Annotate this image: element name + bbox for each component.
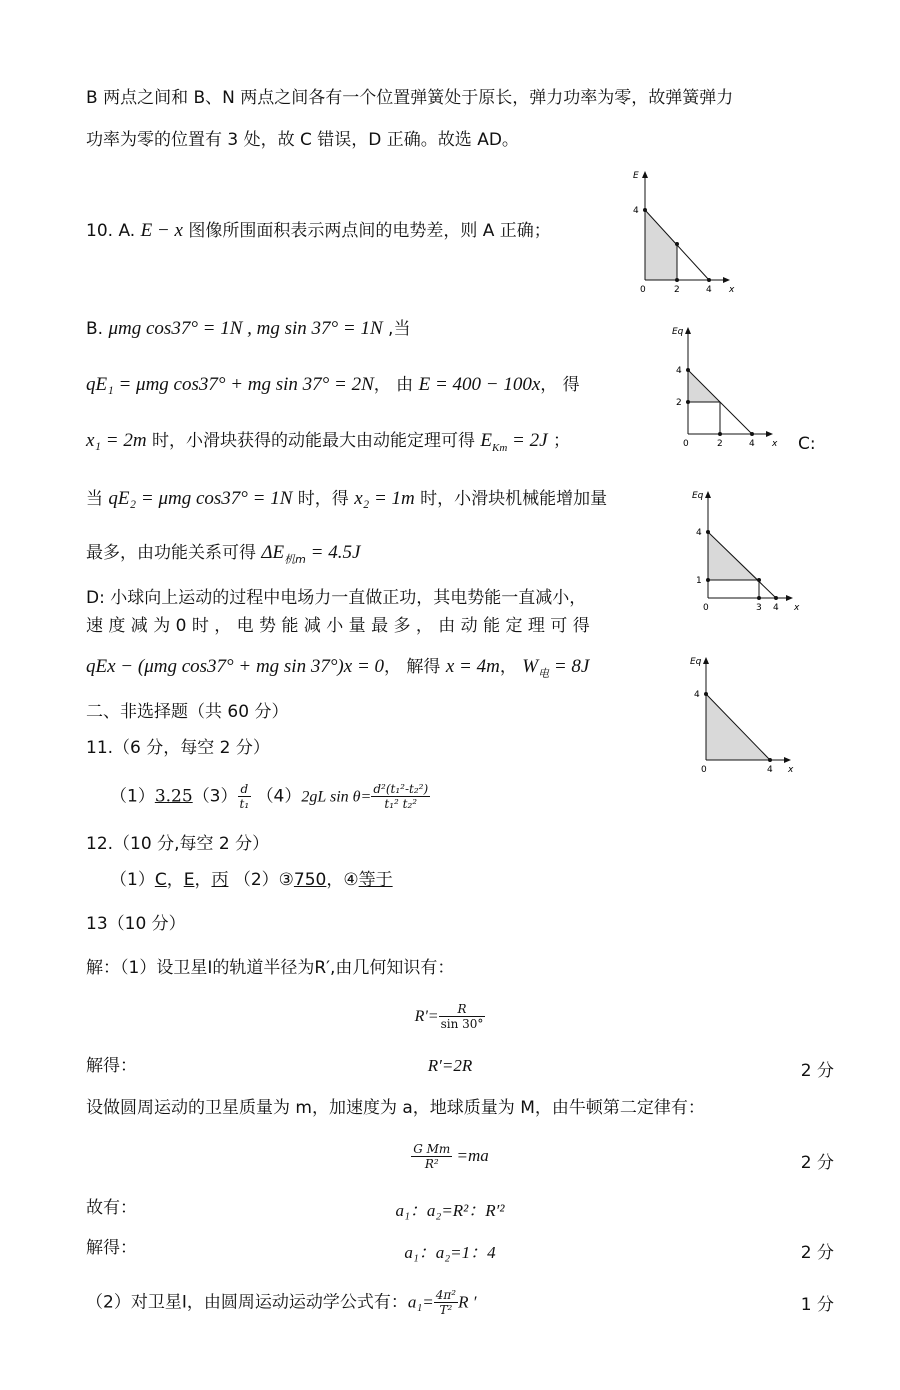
- q11-a4-label: （4）: [256, 786, 302, 807]
- graph3-y4: 4: [696, 528, 702, 538]
- q13-eq2: R′=2R: [427, 1056, 473, 1075]
- graph3-point-e: [774, 596, 778, 600]
- graph2-point-d: [750, 432, 754, 436]
- q12-a2-label: （2）③: [228, 870, 294, 890]
- q13-eq3: $\frac{\text{G Mm}}{\text{R²}}$ =ma: [413, 1142, 489, 1171]
- graph3-origin: 0: [703, 603, 709, 613]
- graph3-y1: 1: [696, 576, 702, 586]
- q13-line1: 解：（1）设卫星I的轨道半径为R′,由几何知识有：: [86, 958, 455, 978]
- item-10d-line3: [86, 656, 589, 680]
- graph-eq-x-4: [686, 652, 816, 782]
- eq-qE1: qE₁ = μmg cos37° + mg sin 37° = 2N: [86, 374, 374, 395]
- q12-a1-label: （1）: [110, 870, 155, 890]
- q13-eq1: R'= $\frac{R}{\sin 30^\circ}$: [414, 1002, 484, 1031]
- graph3-ylabel: Eq: [692, 491, 704, 501]
- graph3-point-c: [757, 578, 761, 582]
- item-10a-text: 图像所围面积表示两点间的电势差，则 A 正确；: [182, 221, 551, 241]
- eq-x2: x₂ = 1m: [354, 488, 415, 509]
- item-10b: [86, 318, 410, 341]
- q13-score-1: 2 分: [800, 1061, 834, 1081]
- q13-title: 13（10 分）: [86, 914, 186, 934]
- graph1-point-d: [707, 278, 711, 282]
- eq-work: qEx − (μmg cos37° + mg sin 37°)x = 0: [86, 656, 385, 677]
- graph2-point-b: [686, 400, 690, 404]
- graph3-point-b: [706, 578, 710, 582]
- graph4-ylabel: Eq: [690, 657, 702, 667]
- graph4-y-arrow: [703, 657, 709, 664]
- item-10b-prefix: B.: [86, 319, 109, 339]
- graph-eq-x-3: [688, 486, 818, 616]
- item-10c-line1: [86, 488, 607, 511]
- q12-ans-c: C: [154, 870, 167, 890]
- q11-a3-label: （3）: [192, 786, 238, 807]
- item-10b-math: μmg cos37° = 1N , mg sin 37° = 1N: [108, 318, 383, 339]
- graph4-xlabel: x: [788, 765, 794, 775]
- q11-a1-value: 3.25: [154, 786, 193, 807]
- text-zuiduo: 最多，由功能关系可得: [86, 543, 262, 563]
- graph1-x-arrow: [723, 277, 730, 283]
- graph1-y4: 4: [633, 206, 639, 216]
- graph1-origin: 0: [640, 285, 646, 295]
- graph1-x2: 2: [674, 285, 680, 295]
- q11-title: 11.（6 分，每空 2 分）: [86, 738, 270, 758]
- q12-sep2: ，: [194, 870, 212, 890]
- q12-title: 12.（10 分,每空 2 分）: [86, 834, 270, 854]
- eq-x4: x = 4m: [445, 656, 500, 677]
- graph2-ylabel: Eq: [672, 327, 684, 337]
- label-c: C:: [798, 434, 816, 454]
- q11-answers: [110, 782, 430, 812]
- item-10a-prefix: 10. A.: [86, 221, 141, 241]
- q12-answers: [110, 870, 393, 890]
- graph1-point-a: [643, 208, 647, 212]
- text-line-2: 功率为零的位置有 3 处，故 C 错误，D 正确。故选 AD。: [86, 130, 519, 150]
- graph1-y-arrow: [642, 171, 648, 178]
- q13-score-3: 2 分: [800, 1243, 834, 1263]
- q11-a4-math: 2gL sin θ=: [301, 788, 372, 806]
- graph4-y4: 4: [694, 690, 700, 700]
- eq-ekm: $E_{Km} = 2J$: [480, 430, 548, 454]
- graph3-point-d: [757, 596, 761, 600]
- q12-ans-e: E: [183, 870, 195, 890]
- q13-score-4: 1 分: [800, 1295, 834, 1315]
- graph2-point-a: [686, 368, 690, 372]
- q13-jiede-2: 解得：: [86, 1238, 137, 1258]
- text-comma: ，: [499, 657, 523, 677]
- graph3-x4: 4: [773, 603, 779, 613]
- graph3-point-a: [706, 530, 710, 534]
- graph3-x3: 3: [756, 603, 762, 613]
- q13-jiede-1: 解得：: [86, 1056, 137, 1076]
- graph2-origin: 0: [683, 439, 689, 449]
- graph2-point-c: [718, 432, 722, 436]
- graph1-x4: 4: [706, 285, 712, 295]
- text-shi-de: 时，得: [292, 489, 355, 509]
- item-10d-line1: D: 小球向上运动的过程中电场力一直做正功，其电势能一直减小，: [86, 588, 587, 608]
- graph1-shaded-area: [645, 210, 677, 280]
- q11-a3-frac: $\frac{d}{\text{t₁}}$: [239, 782, 250, 812]
- text-line-1: B 两点之间和 B、N 两点之间各有一个位置弹簧处于原长，弹力功率为零，故弹簧弹力: [86, 88, 734, 108]
- graph-e-x: [625, 168, 755, 298]
- graph4-point-b: [768, 758, 772, 762]
- item-10a-math: E − x: [140, 220, 183, 241]
- q13-score-2: 2 分: [800, 1153, 834, 1173]
- graph2-x2: 2: [717, 439, 723, 449]
- graph2-x-arrow: [766, 431, 773, 437]
- text-jiede: ， 解得: [384, 657, 446, 677]
- item-10b-line3: [86, 430, 570, 455]
- graph2-y4: 4: [676, 366, 682, 376]
- q12-ans-dengyu: 等于: [358, 870, 393, 890]
- graph-eq-x-2: [668, 322, 798, 452]
- q13-line3: （2）对卫星I，由圆周运动运动学公式有：a₁= $\frac{\text{4π²}}{\text{T²}}$ R ′: [86, 1288, 477, 1318]
- q12-ans-750: 750: [293, 870, 327, 890]
- graph1-point-b: [675, 242, 679, 246]
- item-10b-text: ,当: [382, 319, 411, 339]
- q13-eq5: a₁：a₂=1：4: [404, 1243, 496, 1262]
- eq-x1: x₁ = 2m: [86, 430, 147, 451]
- graph2-xlabel: x: [772, 439, 778, 449]
- item-10d-line2: 速 度 减 为 0 时 ， 电 势 能 减 小 量 最 多 ， 由 动 能 定 理 可 得: [86, 616, 590, 636]
- graph4-origin: 0: [701, 765, 707, 775]
- graph2-y-arrow: [685, 327, 691, 334]
- q11-a1-label: （1）: [110, 786, 155, 807]
- item-10a: [86, 220, 551, 243]
- eq-E-x: E = 400 − 100x: [418, 374, 541, 395]
- graph4-x-arrow: [784, 757, 791, 763]
- graph3-x-arrow: [786, 595, 793, 601]
- q12-sep1: ，: [166, 870, 184, 890]
- q11-a4-frac: $\frac{\text{d²(t₁²-t₂²)}}{\text{t₁² t₂²}}$: [373, 782, 429, 812]
- q13-line2: 设做圆周运动的卫星质量为 m，加速度为 a，地球质量为 M，由牛顿第二定律有：: [86, 1098, 705, 1118]
- eq-qE2: qE₂ = μmg cos37° = 1N: [108, 488, 293, 509]
- graph2-y2: 2: [676, 398, 682, 408]
- text-semicolon: ；: [547, 431, 570, 451]
- item-10b-line2: [86, 374, 580, 397]
- text-de: ， 得: [540, 375, 580, 395]
- text-ek-max: 时，小滑块获得的动能最大由动能定理可得: [146, 431, 481, 451]
- q13-eq4: a₁：a₂=R²：R′²: [395, 1201, 505, 1220]
- eq-w-dian: $W_电 = 8J$: [522, 656, 590, 680]
- q12-ans-bing: 丙: [211, 870, 229, 890]
- section-2-title: 二、非选择题（共 60 分）: [86, 702, 289, 722]
- graph3-y-arrow: [705, 491, 711, 498]
- graph1-point-c: [675, 278, 679, 282]
- graph3-xlabel: x: [794, 603, 800, 613]
- eq-delta-e: $\Delta E_{机m} = 4.5J$: [261, 542, 361, 566]
- graph2-x4: 4: [749, 439, 755, 449]
- graph1-xlabel: x: [729, 285, 735, 295]
- text-dang: 当: [86, 489, 109, 509]
- graph1-ylabel: E: [633, 171, 639, 181]
- q13-guyou: 故有：: [86, 1198, 137, 1218]
- text-you: ， 由: [373, 375, 419, 395]
- item-10c-line2: [86, 542, 360, 566]
- graph4-point-a: [704, 692, 708, 696]
- text-jixie: 时，小滑块机械能增加量: [414, 489, 608, 509]
- graph4-x4: 4: [767, 765, 773, 775]
- q12-sep3: ，④: [326, 870, 359, 890]
